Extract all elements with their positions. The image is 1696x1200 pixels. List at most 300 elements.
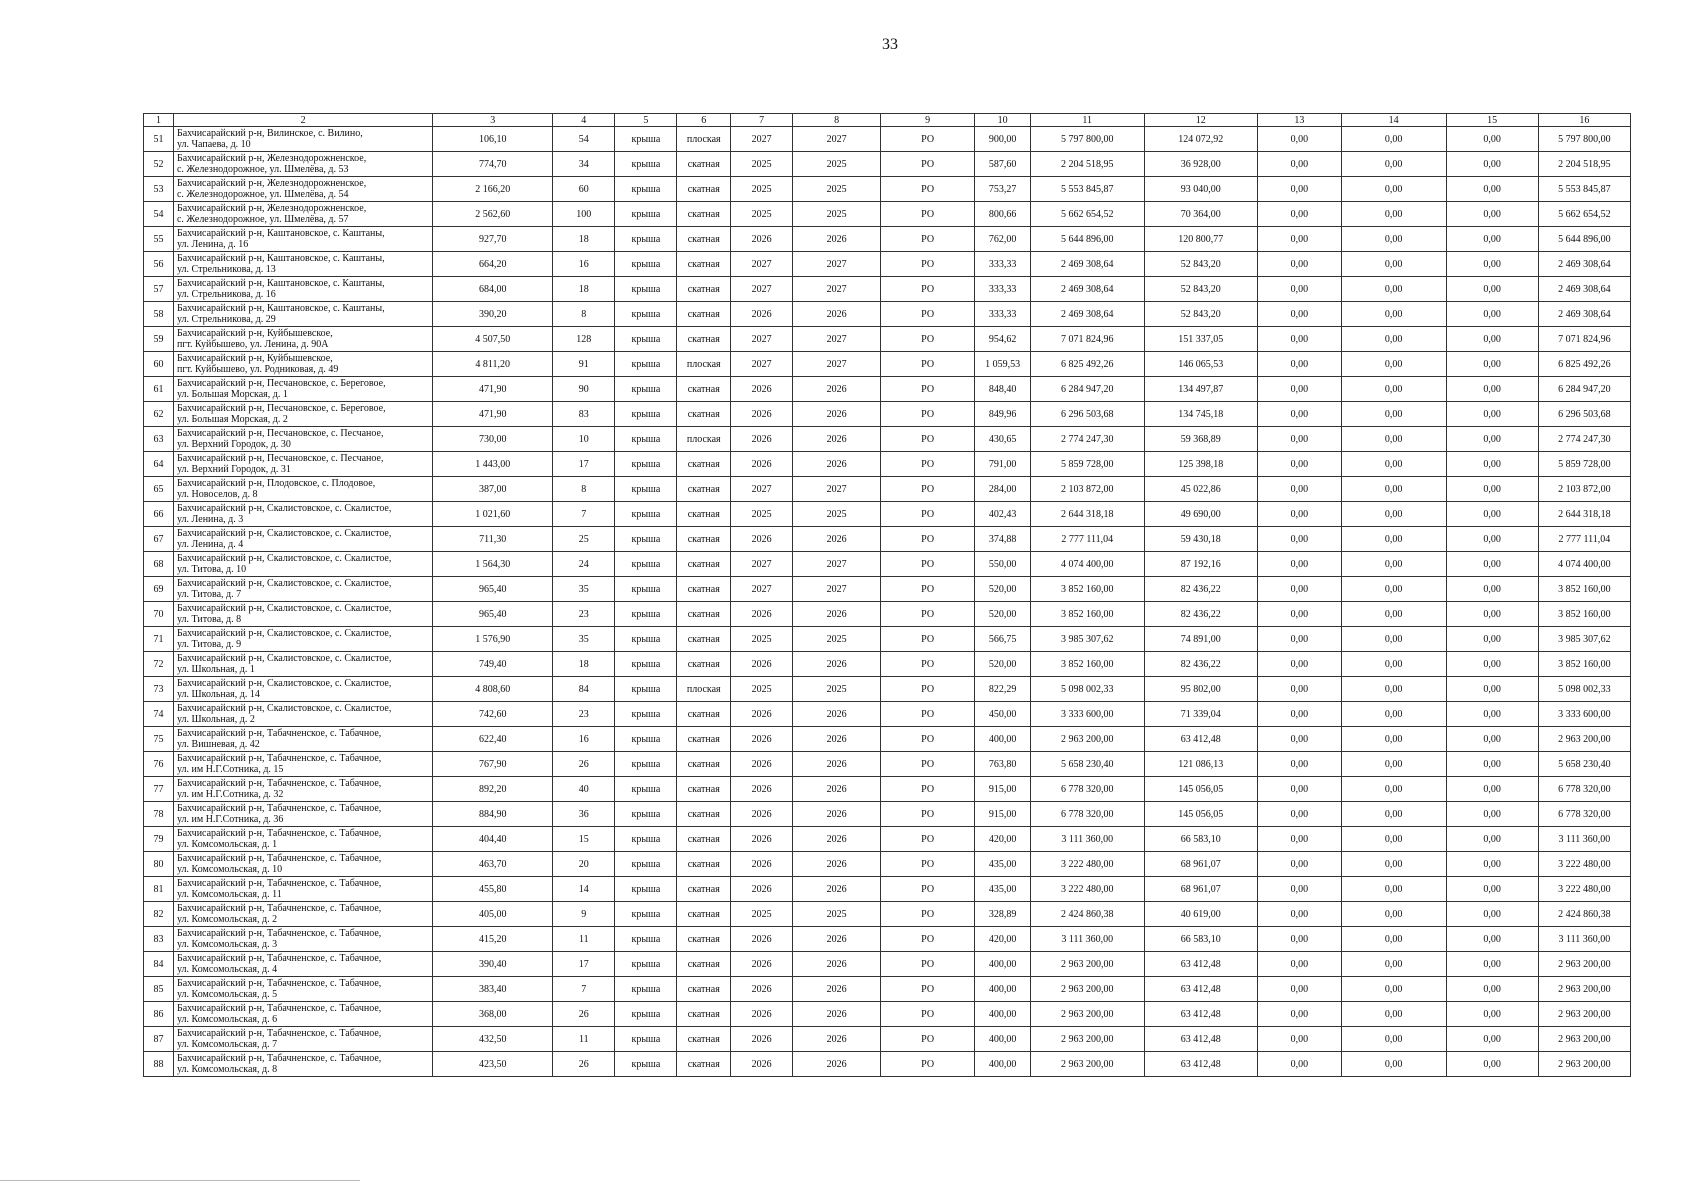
cell-col-11: 2 777 111,04 (1030, 527, 1144, 552)
cell-col-7: 2027 (731, 277, 793, 302)
cell-col-16: 3 222 480,00 (1538, 877, 1630, 902)
cell-col-4: 26 (553, 1002, 615, 1027)
cell-col-7: 2026 (731, 952, 793, 977)
cell-col-14: 0,00 (1341, 602, 1446, 627)
table-row (144, 927, 1631, 952)
cell-col-11: 2 963 200,00 (1030, 952, 1144, 977)
table-row (144, 402, 1631, 427)
address-line-2: ул. Комсомольская, д. 3 (176, 939, 278, 950)
cell-col-4: 84 (553, 677, 615, 702)
cell-col-6: скатная (677, 777, 731, 802)
row-number: 73 (144, 677, 174, 702)
cell-col-10: 435,00 (975, 877, 1031, 902)
cell-col-5: крыша (615, 777, 677, 802)
cell-col-5: крыша (615, 752, 677, 777)
address-line-2: ул. Новоселов, д. 8 (176, 489, 258, 500)
cell-col-7: 2027 (731, 552, 793, 577)
address-line-2: ул. Комсомольская, д. 1 (176, 839, 278, 850)
cell-col-12: 63 412,48 (1144, 727, 1258, 752)
cell-col-16: 2 777 111,04 (1538, 527, 1630, 552)
cell-col-16: 7 071 824,96 (1538, 327, 1630, 352)
cell-col-6: скатная (677, 477, 731, 502)
cell-col-3: 2 562,60 (433, 202, 553, 227)
cell-col-4: 18 (553, 277, 615, 302)
cell-col-12: 134 497,87 (1144, 377, 1258, 402)
cell-col-6: скатная (677, 902, 731, 927)
cell-col-16: 6 825 492,26 (1538, 352, 1630, 377)
address-line-2: ул. Комсомольская, д. 4 (176, 964, 278, 975)
address-line-1: Бахчисарайский р-н, Каштановское, с. Каштаны, (176, 303, 385, 314)
cell-col-8: 2026 (793, 727, 881, 752)
row-number: 76 (144, 752, 174, 777)
address-line-2: ул. Комсомольская, д. 7 (176, 1039, 278, 1050)
address-cell (173, 627, 432, 652)
cell-col-11: 3 222 480,00 (1030, 877, 1144, 902)
cell-col-9: РО (881, 1002, 975, 1027)
cell-col-15: 0,00 (1446, 552, 1538, 577)
cell-col-5: крыша (615, 177, 677, 202)
cell-col-3: 767,90 (433, 752, 553, 777)
cell-col-13: 0,00 (1258, 527, 1342, 552)
cell-col-4: 18 (553, 652, 615, 677)
cell-col-5: крыша (615, 277, 677, 302)
cell-col-8: 2025 (793, 202, 881, 227)
cell-col-10: 400,00 (975, 1002, 1031, 1027)
address-line-2: ул. им Н.Г.Сотника, д. 36 (176, 814, 284, 825)
cell-col-12: 82 436,22 (1144, 577, 1258, 602)
cell-col-10: 1 059,53 (975, 352, 1031, 377)
cell-col-15: 0,00 (1446, 1002, 1538, 1027)
cell-col-11: 3 852 160,00 (1030, 602, 1144, 627)
address-cell (173, 877, 432, 902)
cell-col-13: 0,00 (1258, 202, 1342, 227)
cell-col-10: 550,00 (975, 552, 1031, 577)
cell-col-6: скатная (677, 1002, 731, 1027)
cell-col-9: РО (881, 402, 975, 427)
cell-col-4: 7 (553, 977, 615, 1002)
address-cell (173, 152, 432, 177)
cell-col-10: 333,33 (975, 277, 1031, 302)
cell-col-13: 0,00 (1258, 177, 1342, 202)
cell-col-5: крыша (615, 252, 677, 277)
address-cell (173, 177, 432, 202)
cell-col-12: 49 690,00 (1144, 502, 1258, 527)
address-line-2: ул. Большая Морская, д. 1 (176, 389, 288, 400)
cell-col-10: 791,00 (975, 452, 1031, 477)
row-number: 64 (144, 452, 174, 477)
address-line-2: ул. Комсомольская, д. 6 (176, 1014, 278, 1025)
cell-col-10: 915,00 (975, 802, 1031, 827)
cell-col-4: 91 (553, 352, 615, 377)
cell-col-6: плоская (677, 352, 731, 377)
cell-col-12: 70 364,00 (1144, 202, 1258, 227)
cell-col-14: 0,00 (1341, 502, 1446, 527)
cell-col-5: крыша (615, 577, 677, 602)
cell-col-13: 0,00 (1258, 602, 1342, 627)
cell-col-3: 404,40 (433, 827, 553, 852)
cell-col-15: 0,00 (1446, 377, 1538, 402)
cell-col-14: 0,00 (1341, 677, 1446, 702)
cell-col-12: 66 583,10 (1144, 927, 1258, 952)
cell-col-3: 774,70 (433, 152, 553, 177)
cell-col-3: 730,00 (433, 427, 553, 452)
address-line-1: Бахчисарайский р-н, Табачненское, с. Табачное, (176, 928, 382, 939)
cell-col-6: плоская (677, 427, 731, 452)
cell-col-10: 520,00 (975, 652, 1031, 677)
cell-col-7: 2026 (731, 852, 793, 877)
cell-col-4: 35 (553, 577, 615, 602)
table-row (144, 702, 1631, 727)
address-line-1: Бахчисарайский р-н, Табачненское, с. Табачное, (176, 1028, 382, 1039)
address-cell (173, 502, 432, 527)
cell-col-9: РО (881, 227, 975, 252)
address-line-2: ул. Стрельникова, д. 29 (176, 314, 276, 325)
address-line-1: Бахчисарайский р-н, Табачненское, с. Табачное, (176, 728, 382, 739)
cell-col-9: РО (881, 702, 975, 727)
cell-col-15: 0,00 (1446, 977, 1538, 1002)
address-line-2: ул. Ленина, д. 3 (176, 514, 244, 525)
cell-col-16: 2 204 518,95 (1538, 152, 1630, 177)
cell-col-8: 2026 (793, 377, 881, 402)
address-cell (173, 377, 432, 402)
cell-col-13: 0,00 (1258, 227, 1342, 252)
cell-col-11: 2 204 518,95 (1030, 152, 1144, 177)
address-line-1: Бахчисарайский р-н, Вилинское, с. Вилино, (176, 128, 363, 139)
cell-col-12: 63 412,48 (1144, 977, 1258, 1002)
cell-col-6: скатная (677, 452, 731, 477)
address-cell (173, 702, 432, 727)
cell-col-7: 2025 (731, 627, 793, 652)
cell-col-14: 0,00 (1341, 452, 1446, 477)
cell-col-14: 0,00 (1341, 827, 1446, 852)
cell-col-8: 2026 (793, 427, 881, 452)
row-number: 51 (144, 127, 174, 152)
cell-col-14: 0,00 (1341, 877, 1446, 902)
cell-col-8: 2026 (793, 652, 881, 677)
column-header-7: 7 (731, 114, 793, 127)
cell-col-14: 0,00 (1341, 402, 1446, 427)
column-header-4: 4 (553, 114, 615, 127)
row-number: 83 (144, 927, 174, 952)
cell-col-9: РО (881, 902, 975, 927)
address-cell (173, 227, 432, 252)
address-cell (173, 852, 432, 877)
cell-col-10: 400,00 (975, 727, 1031, 752)
cell-col-9: РО (881, 527, 975, 552)
cell-col-6: скатная (677, 227, 731, 252)
address-line-1: Бахчисарайский р-н, Табачненское, с. Табачное, (176, 803, 382, 814)
cell-col-11: 2 774 247,30 (1030, 427, 1144, 452)
address-cell (173, 602, 432, 627)
cell-col-3: 4 507,50 (433, 327, 553, 352)
cell-col-13: 0,00 (1258, 302, 1342, 327)
cell-col-11: 5 797 800,00 (1030, 127, 1144, 152)
table-row (144, 877, 1631, 902)
cell-col-4: 54 (553, 127, 615, 152)
address-cell (173, 427, 432, 452)
cell-col-10: 400,00 (975, 1052, 1031, 1077)
cell-col-4: 24 (553, 552, 615, 577)
address-line-2: ул. Стрельникова, д. 13 (176, 264, 276, 275)
cell-col-10: 435,00 (975, 852, 1031, 877)
cell-col-12: 63 412,48 (1144, 1027, 1258, 1052)
cell-col-10: 520,00 (975, 602, 1031, 627)
cell-col-6: скатная (677, 577, 731, 602)
cell-col-11: 5 658 230,40 (1030, 752, 1144, 777)
cell-col-7: 2026 (731, 227, 793, 252)
address-cell (173, 952, 432, 977)
address-line-2: ул. Комсомольская, д. 8 (176, 1064, 278, 1075)
cell-col-5: крыша (615, 927, 677, 952)
cell-col-14: 0,00 (1341, 727, 1446, 752)
cell-col-9: РО (881, 477, 975, 502)
cell-col-13: 0,00 (1258, 127, 1342, 152)
address-cell (173, 677, 432, 702)
row-number: 84 (144, 952, 174, 977)
row-number: 52 (144, 152, 174, 177)
cell-col-10: 763,80 (975, 752, 1031, 777)
cell-col-12: 151 337,05 (1144, 327, 1258, 352)
cell-col-8: 2027 (793, 327, 881, 352)
cell-col-5: крыша (615, 727, 677, 752)
cell-col-14: 0,00 (1341, 427, 1446, 452)
cell-col-8: 2026 (793, 1052, 881, 1077)
cell-col-7: 2026 (731, 652, 793, 677)
address-cell (173, 752, 432, 777)
cell-col-6: скатная (677, 752, 731, 777)
cell-col-5: крыша (615, 702, 677, 727)
row-number: 78 (144, 802, 174, 827)
cell-col-7: 2027 (731, 477, 793, 502)
cell-col-4: 34 (553, 152, 615, 177)
cell-col-11: 2 469 308,64 (1030, 302, 1144, 327)
cell-col-15: 0,00 (1446, 777, 1538, 802)
cell-col-11: 2 103 872,00 (1030, 477, 1144, 502)
cell-col-9: РО (881, 127, 975, 152)
address-line-1: Бахчисарайский р-н, Плодовское, с. Плодовое, (176, 478, 376, 489)
address-line-2: ул. Комсомольская, д. 10 (176, 864, 283, 875)
cell-col-12: 82 436,22 (1144, 602, 1258, 627)
address-cell (173, 352, 432, 377)
cell-col-3: 471,90 (433, 402, 553, 427)
address-line-2: ул. им Н.Г.Сотника, д. 32 (176, 789, 284, 800)
row-number: 80 (144, 852, 174, 877)
cell-col-14: 0,00 (1341, 627, 1446, 652)
row-number: 77 (144, 777, 174, 802)
cell-col-3: 455,80 (433, 877, 553, 902)
cell-col-12: 52 843,20 (1144, 302, 1258, 327)
table-row (144, 652, 1631, 677)
cell-col-4: 60 (553, 177, 615, 202)
cell-col-3: 965,40 (433, 602, 553, 627)
cell-col-14: 0,00 (1341, 752, 1446, 777)
address-line-2: ул. Школьная, д. 14 (176, 689, 260, 700)
cell-col-13: 0,00 (1258, 1002, 1342, 1027)
cell-col-14: 0,00 (1341, 177, 1446, 202)
address-line-2: с. Железнодорожное, ул. Шмелёва, д. 57 (176, 214, 349, 225)
cell-col-8: 2027 (793, 477, 881, 502)
table-row (144, 477, 1631, 502)
cell-col-15: 0,00 (1446, 827, 1538, 852)
cell-col-10: 328,89 (975, 902, 1031, 927)
cell-col-12: 134 745,18 (1144, 402, 1258, 427)
address-cell (173, 977, 432, 1002)
cell-col-16: 2 963 200,00 (1538, 727, 1630, 752)
cell-col-3: 892,20 (433, 777, 553, 802)
cell-col-5: крыша (615, 377, 677, 402)
cell-col-12: 145 056,05 (1144, 777, 1258, 802)
cell-col-15: 0,00 (1446, 1027, 1538, 1052)
cell-col-10: 587,60 (975, 152, 1031, 177)
address-cell (173, 777, 432, 802)
address-cell (173, 577, 432, 602)
cell-col-8: 2026 (793, 227, 881, 252)
cell-col-3: 1 564,30 (433, 552, 553, 577)
column-header-2: 2 (173, 114, 432, 127)
table-row (144, 552, 1631, 577)
cell-col-6: скатная (677, 502, 731, 527)
cell-col-9: РО (881, 502, 975, 527)
cell-col-10: 374,88 (975, 527, 1031, 552)
address-line-2: ул. Стрельникова, д. 16 (176, 289, 276, 300)
cell-col-3: 383,40 (433, 977, 553, 1002)
row-number: 71 (144, 627, 174, 652)
cell-col-4: 40 (553, 777, 615, 802)
cell-col-9: РО (881, 277, 975, 302)
cell-col-15: 0,00 (1446, 902, 1538, 927)
cell-col-13: 0,00 (1258, 902, 1342, 927)
cell-col-3: 387,00 (433, 477, 553, 502)
repair-schedule-table (143, 113, 1631, 1077)
cell-col-5: крыша (615, 152, 677, 177)
table-row (144, 1027, 1631, 1052)
cell-col-13: 0,00 (1258, 427, 1342, 452)
address-line-2: ул. Комсомольская, д. 2 (176, 914, 278, 925)
column-header-6: 6 (677, 114, 731, 127)
address-line-2: с. Железнодорожное, ул. Шмелёва, д. 54 (176, 189, 349, 200)
cell-col-10: 400,00 (975, 1027, 1031, 1052)
cell-col-13: 0,00 (1258, 802, 1342, 827)
cell-col-10: 915,00 (975, 777, 1031, 802)
address-line-2: ул. Титова, д. 9 (176, 639, 242, 650)
row-number: 81 (144, 877, 174, 902)
cell-col-8: 2027 (793, 552, 881, 577)
cell-col-8: 2026 (793, 602, 881, 627)
cell-col-10: 848,40 (975, 377, 1031, 402)
cell-col-12: 82 436,22 (1144, 652, 1258, 677)
address-line-1: Бахчисарайский р-н, Скалистовское, с. Скалистое, (176, 628, 392, 639)
cell-col-4: 8 (553, 477, 615, 502)
cell-col-5: крыша (615, 877, 677, 902)
table-row (144, 827, 1631, 852)
cell-col-16: 2 644 318,18 (1538, 502, 1630, 527)
cell-col-7: 2025 (731, 177, 793, 202)
cell-col-8: 2026 (793, 1002, 881, 1027)
address-cell (173, 402, 432, 427)
address-cell (173, 902, 432, 927)
cell-col-16: 4 074 400,00 (1538, 552, 1630, 577)
cell-col-8: 2025 (793, 677, 881, 702)
cell-col-4: 17 (553, 452, 615, 477)
cell-col-14: 0,00 (1341, 477, 1446, 502)
cell-col-13: 0,00 (1258, 627, 1342, 652)
row-number: 66 (144, 502, 174, 527)
cell-col-9: РО (881, 927, 975, 952)
cell-col-8: 2026 (793, 952, 881, 977)
cell-col-5: крыша (615, 227, 677, 252)
cell-col-5: крыша (615, 602, 677, 627)
cell-col-5: крыша (615, 952, 677, 977)
cell-col-6: плоская (677, 127, 731, 152)
cell-col-11: 3 333 600,00 (1030, 702, 1144, 727)
cell-col-7: 2026 (731, 1052, 793, 1077)
cell-col-9: РО (881, 577, 975, 602)
address-line-1: Бахчисарайский р-н, Табачненское, с. Табачное, (176, 903, 382, 914)
address-line-1: Бахчисарайский р-н, Куйбышевское, (176, 328, 333, 339)
cell-col-14: 0,00 (1341, 327, 1446, 352)
cell-col-12: 45 022,86 (1144, 477, 1258, 502)
cell-col-16: 3 852 160,00 (1538, 577, 1630, 602)
address-line-2: ул. Ленина, д. 4 (176, 539, 244, 550)
cell-col-7: 2026 (731, 427, 793, 452)
cell-col-3: 463,70 (433, 852, 553, 877)
cell-col-7: 2025 (731, 677, 793, 702)
address-line-2: ул. им Н.Г.Сотника, д. 15 (176, 764, 284, 775)
table-row (144, 677, 1631, 702)
cell-col-6: скатная (677, 852, 731, 877)
address-line-2: ул. Ленина, д. 16 (176, 239, 249, 250)
cell-col-6: скатная (677, 652, 731, 677)
column-header-13: 13 (1258, 114, 1342, 127)
cell-col-11: 4 074 400,00 (1030, 552, 1144, 577)
address-line-1: Бахчисарайский р-н, Песчановское, с. Песчаное, (176, 428, 384, 439)
cell-col-15: 0,00 (1446, 202, 1538, 227)
cell-col-9: РО (881, 977, 975, 1002)
cell-col-9: РО (881, 302, 975, 327)
address-line-1: Бахчисарайский р-н, Скалистовское, с. Скалистое, (176, 578, 392, 589)
cell-col-3: 4 811,20 (433, 352, 553, 377)
cell-col-13: 0,00 (1258, 952, 1342, 977)
cell-col-5: крыша (615, 352, 677, 377)
cell-col-13: 0,00 (1258, 502, 1342, 527)
address-cell (173, 277, 432, 302)
cell-col-14: 0,00 (1341, 702, 1446, 727)
cell-col-5: крыша (615, 827, 677, 852)
address-line-1: Бахчисарайский р-н, Табачненское, с. Табачное, (176, 853, 382, 864)
cell-col-12: 52 843,20 (1144, 277, 1258, 302)
cell-col-5: крыша (615, 802, 677, 827)
row-number: 57 (144, 277, 174, 302)
cell-col-15: 0,00 (1446, 927, 1538, 952)
cell-col-11: 5 644 896,00 (1030, 227, 1144, 252)
cell-col-16: 2 424 860,38 (1538, 902, 1630, 927)
cell-col-13: 0,00 (1258, 452, 1342, 477)
cell-col-13: 0,00 (1258, 352, 1342, 377)
cell-col-7: 2027 (731, 577, 793, 602)
address-cell (173, 452, 432, 477)
cell-col-13: 0,00 (1258, 552, 1342, 577)
cell-col-7: 2027 (731, 352, 793, 377)
cell-col-7: 2026 (731, 602, 793, 627)
cell-col-11: 3 111 360,00 (1030, 927, 1144, 952)
cell-col-7: 2027 (731, 127, 793, 152)
address-line-1: Бахчисарайский р-н, Скалистовское, с. Скалистое, (176, 528, 392, 539)
cell-col-12: 59 368,89 (1144, 427, 1258, 452)
scan-artifact-line (0, 1180, 360, 1181)
cell-col-4: 16 (553, 252, 615, 277)
cell-col-7: 2026 (731, 527, 793, 552)
cell-col-5: крыша (615, 652, 677, 677)
